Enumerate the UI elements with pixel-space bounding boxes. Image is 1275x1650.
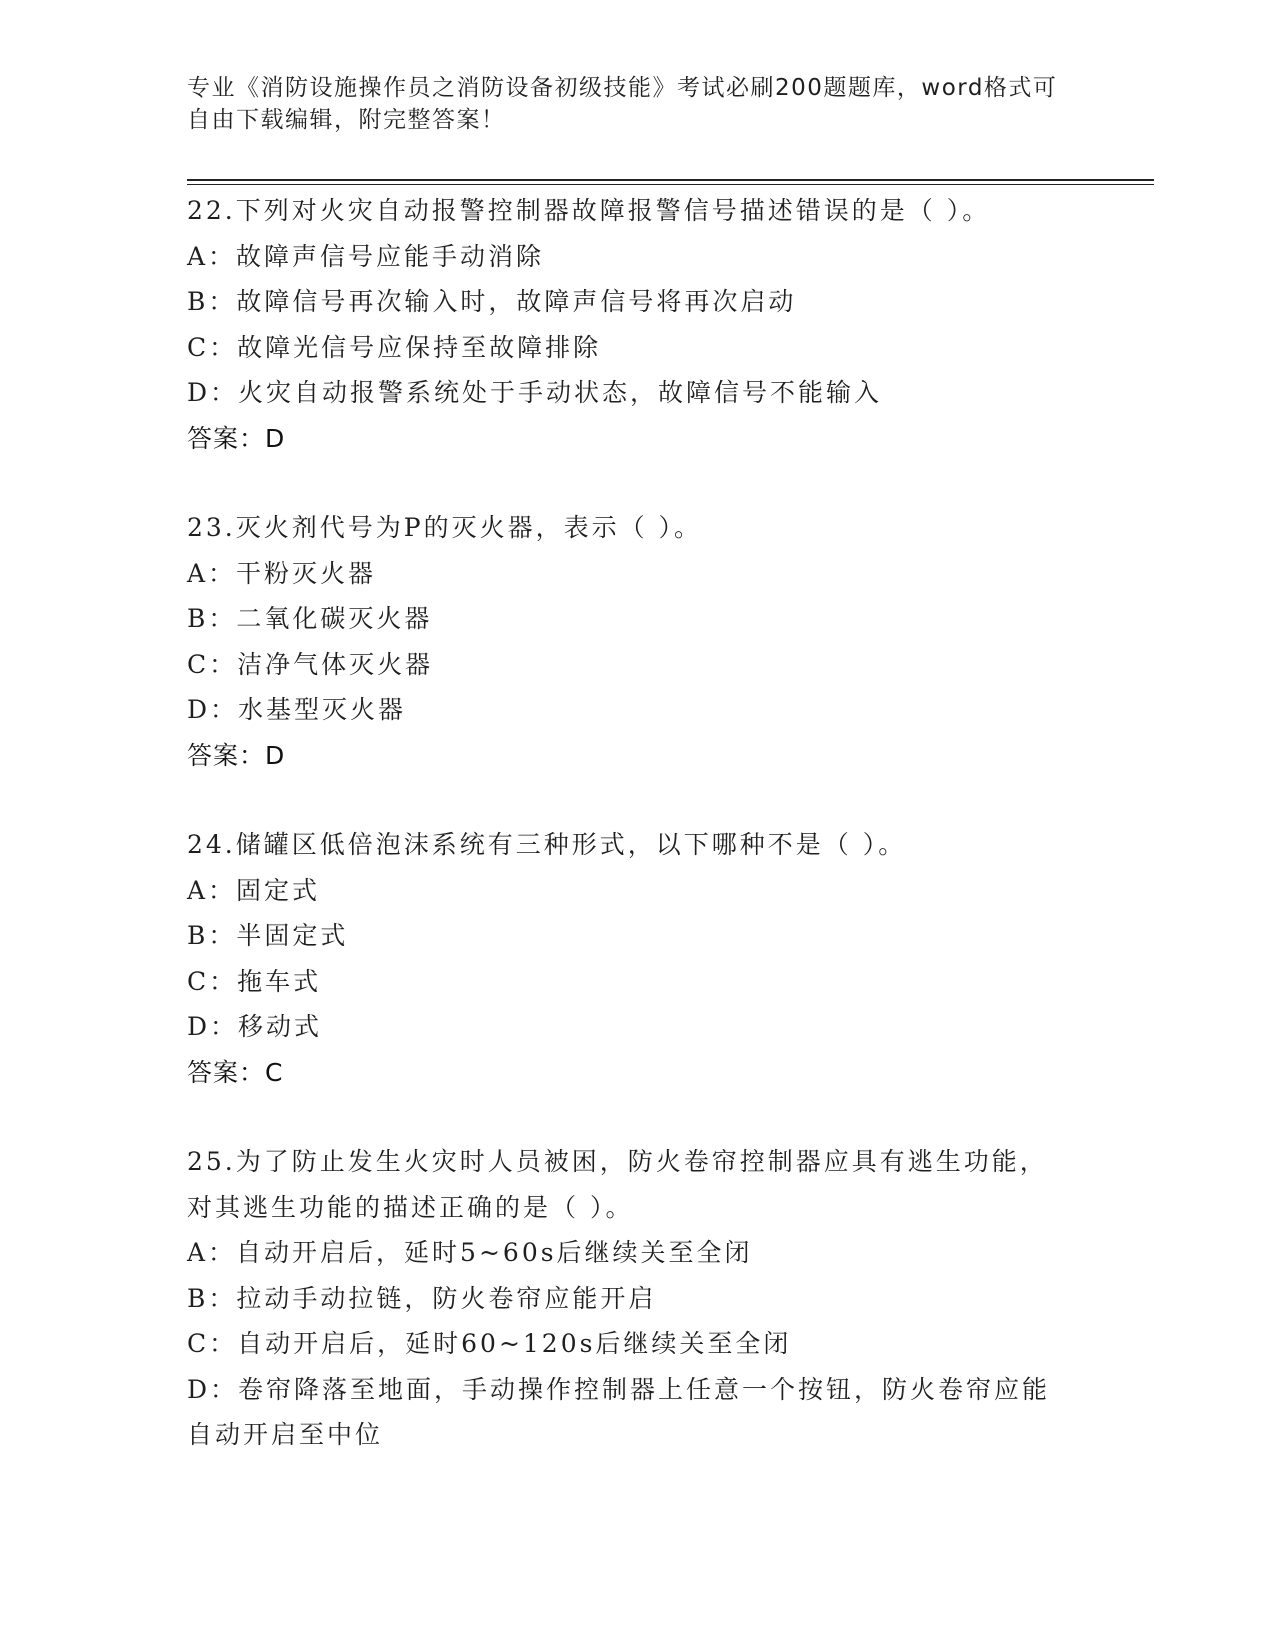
option-a: A：固定式 (187, 875, 321, 905)
header-divider-thin (187, 184, 1154, 185)
question-25 (187, 1139, 1087, 1458)
header-line-2: 自由下载编辑，附完整答案！ (187, 107, 506, 133)
option-d-line-1: D：卷帘降落至地面，手动操作控制器上任意一个按钮，防火卷帘应能 (187, 1374, 1051, 1404)
option-c: C：自动开启后，延时60~120s后继续关至全闭 (187, 1329, 792, 1358)
question-22 (187, 188, 1087, 461)
question-23 (187, 505, 1087, 778)
question-24 (187, 822, 1087, 1095)
header-line-1: 专业《消防设施操作员之消防设备初级技能》考试必刷200题题库，word格式可 (187, 75, 1058, 101)
option-c: C：拖车式 (187, 966, 322, 996)
question-stem: 22.下列对火灾自动报警控制器故障报警信号描述错误的是（ ）。 (187, 196, 991, 225)
answer: 答案：C (187, 1057, 284, 1087)
answer: 答案：D (187, 423, 286, 453)
question-stem-line-2: 对其逃生功能的描述正确的是（ ）。 (187, 1192, 634, 1222)
option-d: D：移动式 (187, 1012, 323, 1041)
option-b: B：故障信号再次输入时，故障声信号将再次启动 (187, 287, 797, 316)
question-stem-line-1: 25.为了防止发生火灾时人员被困，防火卷帘控制器应具有逃生功能， (187, 1147, 1048, 1176)
header-divider-thick (187, 179, 1154, 181)
option-a: A：故障声信号应能手动消除 (187, 241, 545, 271)
option-a: A：干粉灭火器 (187, 558, 377, 588)
option-d-line-2: 自动开启至中位 (187, 1420, 384, 1449)
option-b: B：半固定式 (187, 921, 349, 950)
option-c: C：故障光信号应保持至故障排除 (187, 332, 602, 362)
question-stem: 23.灭火剂代号为P的灭火器，表示（ ）。 (187, 513, 703, 542)
option-b: B：二氧化碳灭火器 (187, 604, 433, 633)
answer: 答案：D (187, 740, 286, 770)
option-d: D：火灾自动报警系统处于手动状态，故障信号不能输入 (187, 378, 883, 407)
document-header (187, 72, 1067, 136)
option-c: C：洁净气体灭火器 (187, 649, 434, 679)
question-stem: 24.储罐区低倍泡沫系统有三种形式，以下哪种不是（ ）。 (187, 830, 907, 859)
option-b: B：拉动手动拉链，防火卷帘应能开启 (187, 1283, 657, 1313)
option-a: A：自动开启后，延时5~60s后继续关至全闭 (187, 1238, 753, 1267)
option-d: D：水基型灭火器 (187, 695, 407, 724)
